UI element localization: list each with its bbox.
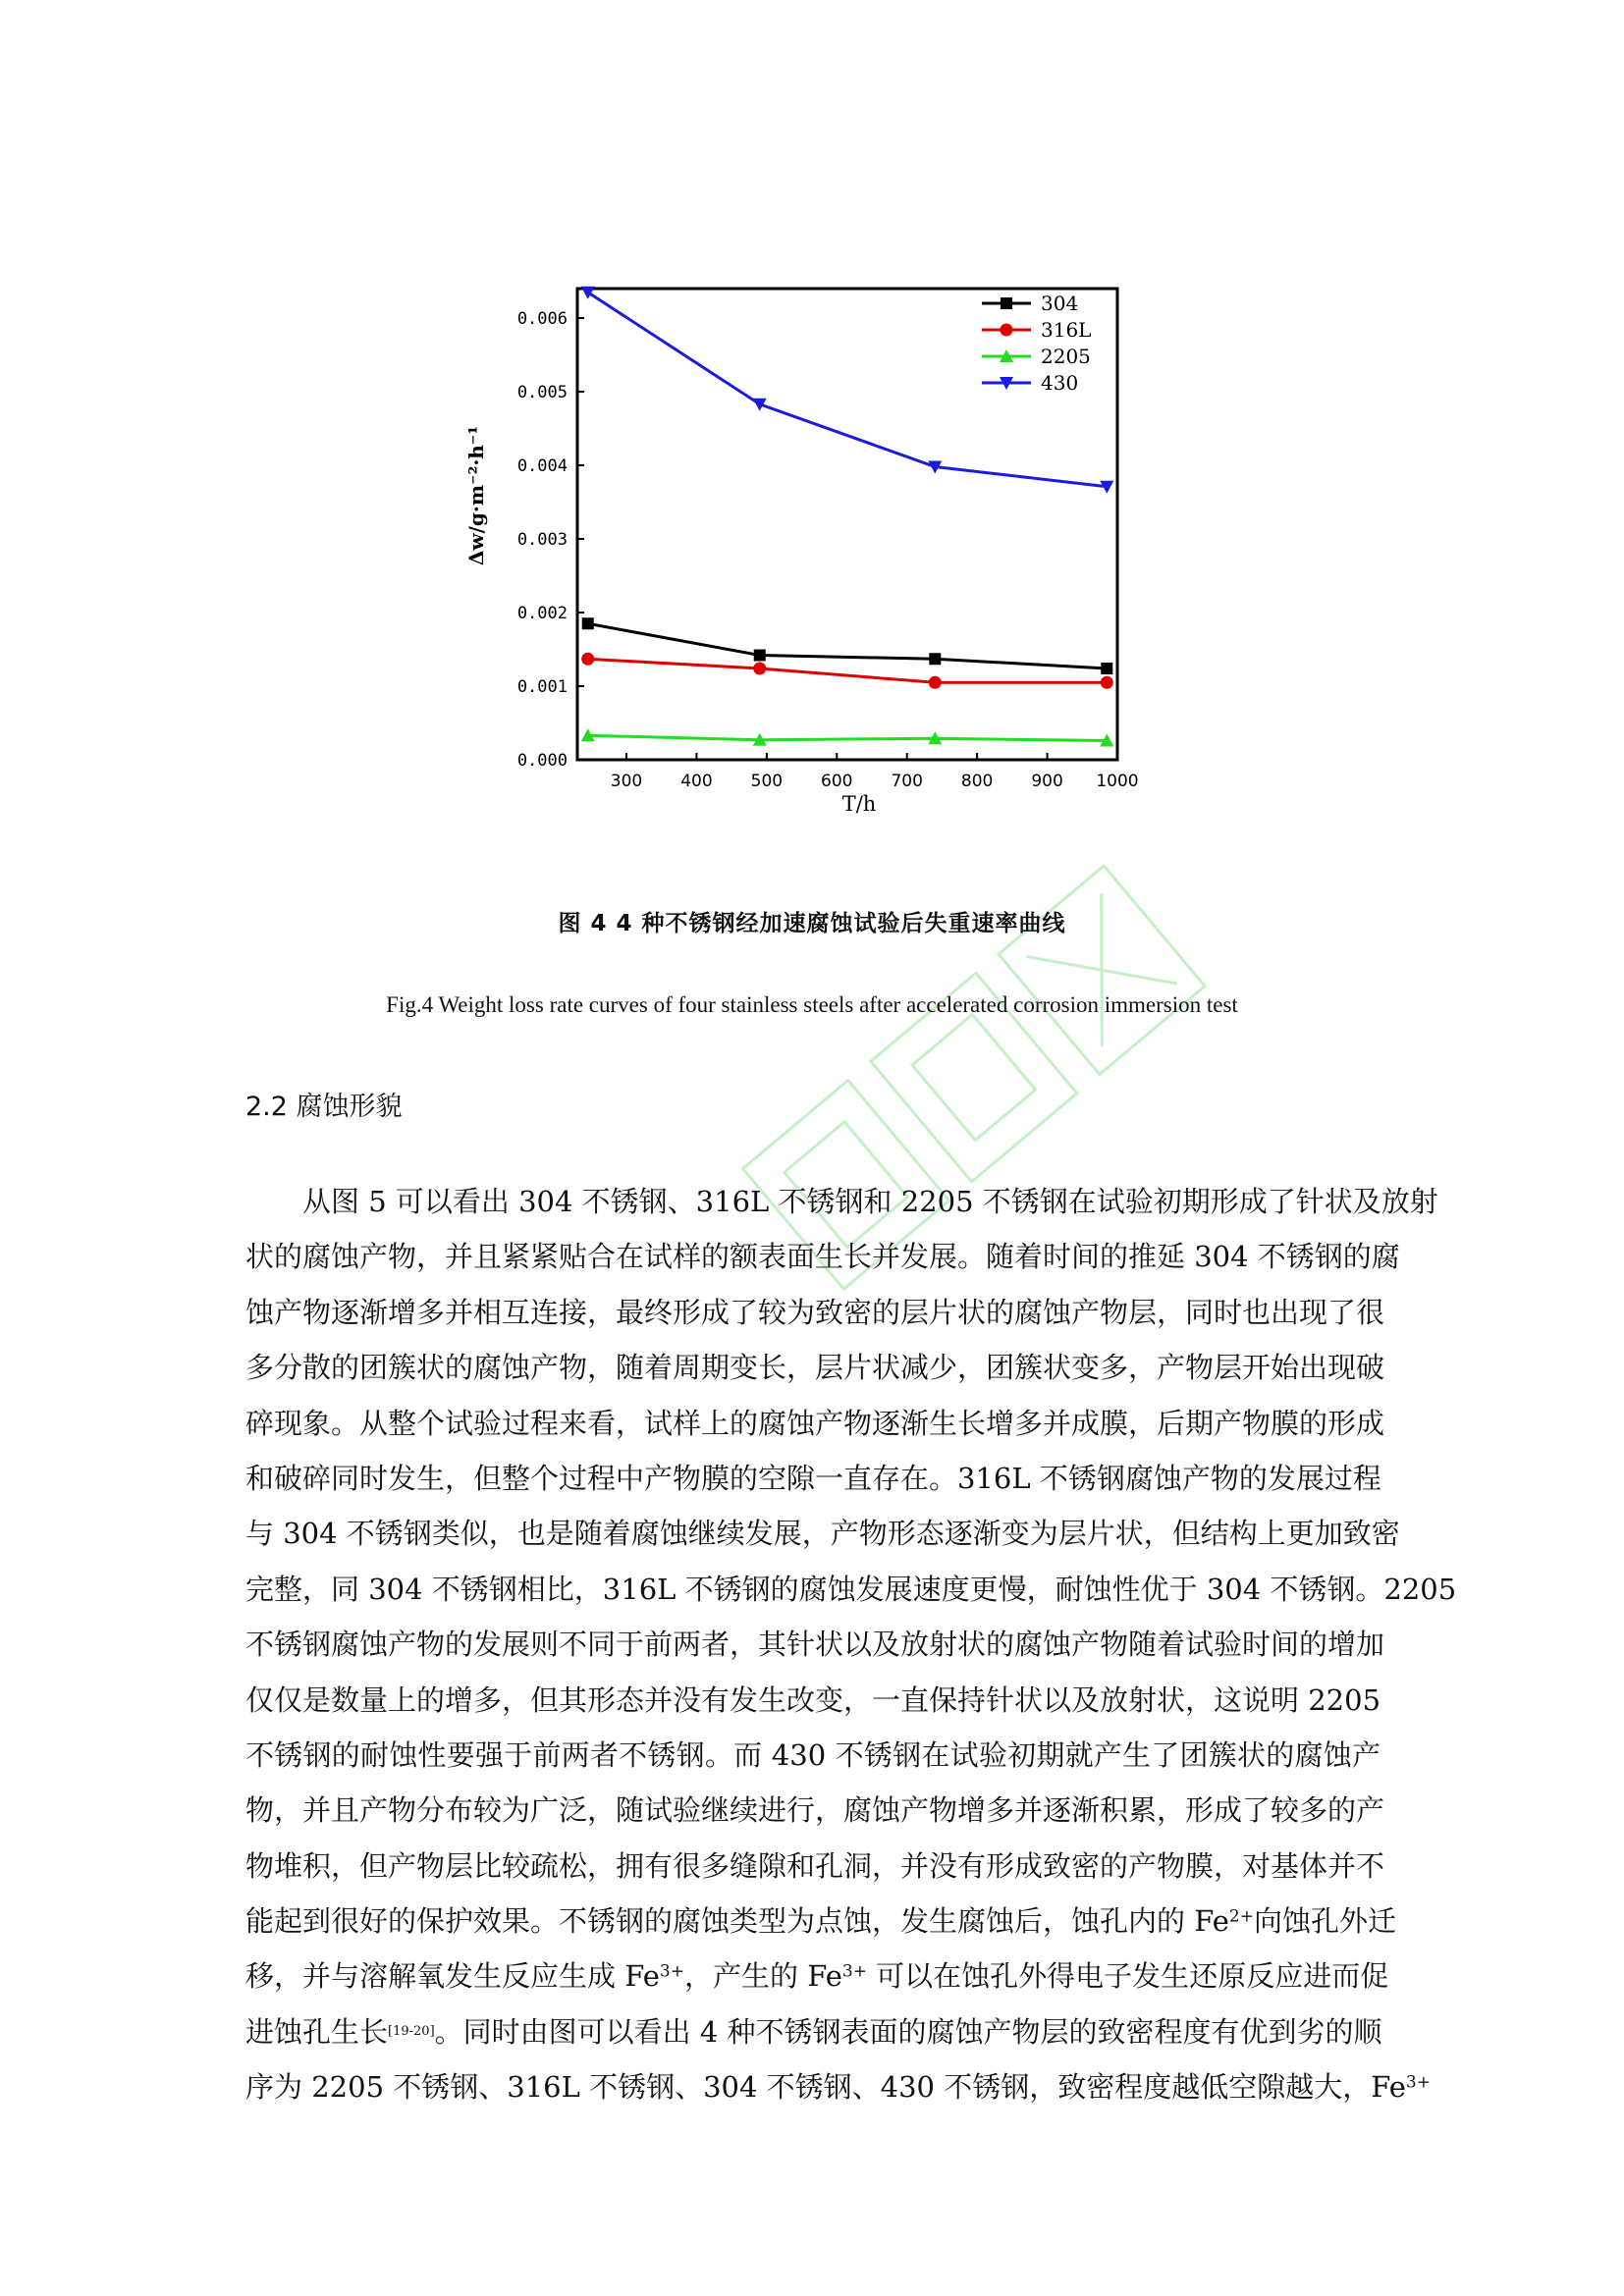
data-point [581,653,594,666]
weight-loss-chart [461,275,1188,825]
paragraph-line [245,2004,1380,2059]
x-tick-label: 600 [821,772,853,791]
section-heading: 2.2 腐蚀形貌 [245,1092,403,1122]
data-point [1001,324,1013,337]
x-tick-label: 500 [750,772,784,791]
series-line [588,623,1108,668]
legend-label: 304 [1041,292,1079,315]
series-2205 [581,728,1114,746]
series-line [588,659,1108,682]
y-tick-label: 0.003 [516,530,568,550]
y-tick-label: 0.000 [516,751,568,771]
data-point [1101,676,1113,689]
figure-caption-english: Fig.4 Weight loss rate curves of four stainless steels after accelerated corrosion immersion test [386,992,1238,1017]
paragraph-line [245,1949,1389,2003]
superscript-charge: 2+ [1228,1906,1254,1927]
data-point [753,663,766,675]
series-line [588,293,1108,487]
y-axis-ticks [517,309,584,771]
text-run: 向蚀孔外迁 [1253,1904,1396,1939]
body-paragraph [245,1174,1457,2115]
legend-item [982,371,1078,395]
text-run: 序为 2205 不锈钢、316L 不锈钢、304 不锈钢、430 不锈钢，致密程度越低空隙越大，Fe [245,2070,1406,2105]
figure-caption-chinese: 图 4 4 种不锈钢经加速腐蚀试验后失重速率曲线 [558,911,1066,936]
x-tick-label: 1000 [1096,772,1139,791]
paragraph-line: 和破碎同时发生，但整个过程中产物膜的空隙一直存在。316L 不锈钢腐蚀产物的发展过程 [245,1461,1381,1495]
paragraph-line: 从图 5 可以看出 304 不锈钢、316L 不锈钢和 2205 不锈钢在试验初期形成了针状及放射 [302,1185,1438,1218]
text-run: 进蚀孔生长 [245,2014,389,2049]
legend-label: 316L [1041,318,1092,342]
paragraph-line: 不锈钢腐蚀产物的发展则不同于前两者，其针状以及放射状的腐蚀产物随着试验时间的增加 [245,1628,1385,1662]
paragraph-line [245,1894,1396,1949]
superscript-charge: 3+ [841,1962,867,1983]
series-304 [582,617,1113,674]
paragraph-line: 碎现象。从整个试验过程来看，试样上的腐蚀产物逐渐生长增多并成膜，后期产物膜的形成 [245,1406,1385,1440]
legend [982,292,1091,395]
paragraph-line: 物堆积，但产物层比较疏松，拥有很多缝隙和孔洞，并没有形成致密的产物膜，对基体并不 [245,1848,1385,1883]
y-tick-label: 0.004 [516,456,568,476]
series-430 [581,287,1114,494]
data-point [581,287,595,299]
x-tick-label: 700 [891,772,923,791]
data-point [1001,297,1012,309]
data-point [929,676,942,689]
y-tick-label: 0.002 [516,604,568,623]
superscript-charge: 3+ [1405,2072,1431,2093]
paragraph-line: 不锈钢的耐蚀性要强于前两者不锈钢。而 430 不锈钢在试验初期就产生了团簇状的腐蚀产 [245,1737,1380,1772]
legend-item [982,345,1091,368]
x-tick-label: 800 [960,772,994,791]
superscript-charge: 3+ [659,1962,684,1983]
paragraph-line [245,2059,1431,2114]
series-line [588,735,1108,740]
data-point [754,650,766,662]
series-group [581,287,1114,747]
citation-reference: [19-20] [388,2023,435,2039]
plot-frame [577,289,1117,760]
data-point [1101,663,1112,674]
legend-label: 2205 [1041,345,1091,368]
x-tick-label: 900 [1031,772,1063,791]
legend-item [982,318,1091,342]
paragraph-line: 蚀产物逐渐增多并相互连接，最终形成了较为致密的层片状的腐蚀产物层，同时也出现了很 [245,1295,1385,1329]
paragraph-line: 完整，同 304 不锈钢相比，316L 不锈钢的腐蚀发展速度更慢，耐蚀性优于 304 不锈钢。2205 [245,1572,1457,1606]
paragraph-line: 仅仅是数量上的增多，但其形态并没有发生改变，一直保持针状以及放射状，这说明 2205 [245,1682,1381,1717]
y-axis-label: Δw/g·m⁻²·h⁻¹ [464,425,488,566]
text-run: 能起到很好的保护效果。不锈钢的腐蚀类型为点蚀，发生腐蚀后，蚀孔内的 Fe [245,1904,1229,1939]
legend-label: 430 [1041,371,1079,395]
text-run: 。同时由图可以看出 4 种不锈钢表面的腐蚀产物层的致密程度有优到劣的顺 [434,2014,1382,2049]
text-run: ，产生的 Fe [683,1959,842,1994]
text-run: 移，并与溶解氧发生反应生成 Fe [245,1959,660,1994]
y-tick-label: 0.005 [516,383,568,402]
paragraph-line: 多分散的团簇状的腐蚀产物，随着周期变长，层片状减少，团簇状变多，产物层开始出现破 [245,1351,1385,1385]
paragraph-line: 与 304 不锈钢类似，也是随着腐蚀继续发展，产物形态逐渐变为层片状，但结构上更加致密 [245,1517,1400,1551]
y-axis-label-group [464,426,488,565]
paragraph-line: 物，并且产物分布较为广泛，随试验继续进行，腐蚀产物增多并逐渐积累，形成了较多的产 [245,1793,1385,1828]
y-tick-label: 0.001 [516,677,568,697]
text-run: 可以在蚀孔外得电子发生还原反应进而促 [866,1959,1389,1994]
x-tick-label: 300 [610,772,643,791]
y-tick-label: 0.006 [516,309,568,329]
paragraph-line: 状的腐蚀产物，并且紧紧贴合在试样的额表面生长并发展。随着时间的推延 304 不锈钢的腐 [245,1240,1400,1274]
legend-item [982,292,1078,315]
x-axis-label: T/h [841,792,877,816]
x-tick-label: 400 [680,772,713,791]
data-point [929,653,941,665]
data-point [582,617,594,629]
